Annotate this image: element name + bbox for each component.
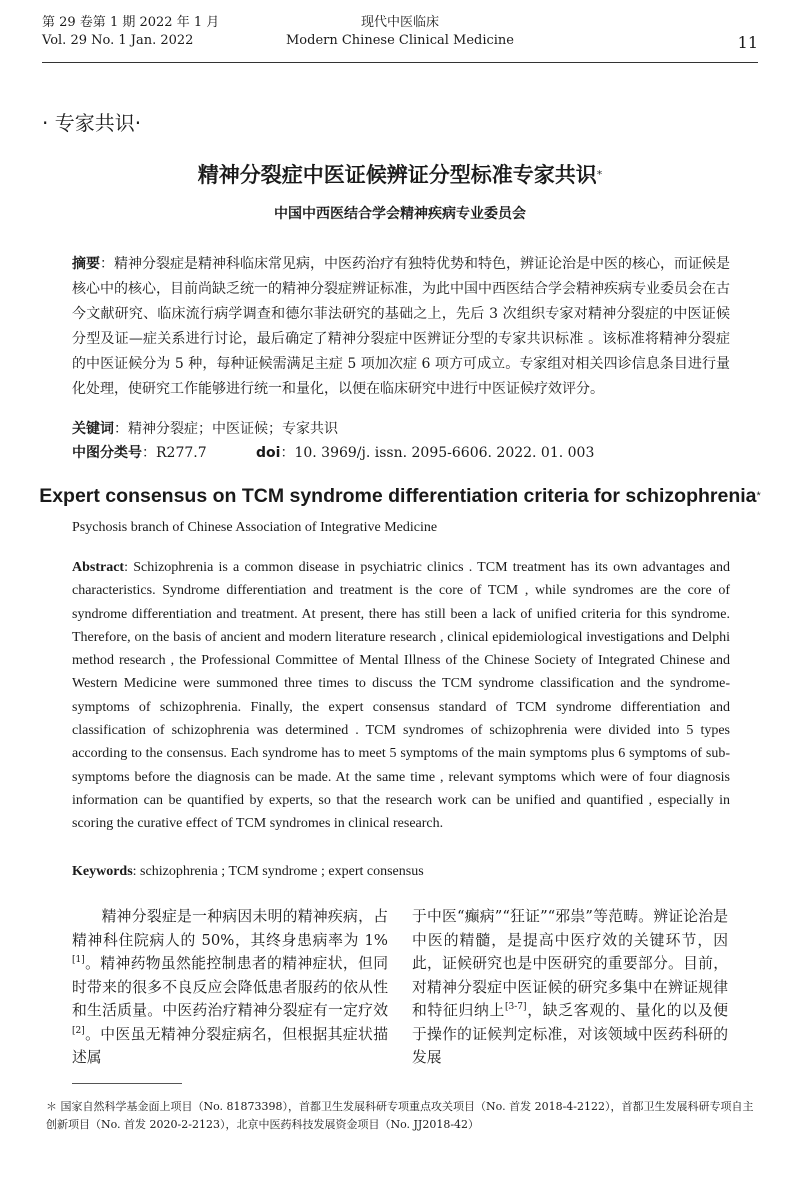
page-number: 11 [737, 33, 758, 52]
body-paragraph [72, 905, 388, 1070]
keywords-en [72, 862, 730, 882]
title-cn-text: 精神分裂症中医证候辨证分型标准专家共识 [197, 163, 597, 187]
body-column-left [72, 905, 388, 1070]
journal-name-en: Modern Chinese Clinical Medicine [285, 33, 514, 48]
doi-label: doi [256, 445, 281, 461]
abstract-cn-text: ：精神分裂症是精神科临床常见病，中医药治疗有独特优势和特色，辨证论治是中医的核心，而证候是核心中的核心，目前尚缺乏统一的精神分裂症辨证标准，为此中国中西医结合学会精神疾病专业委员会在古今文献研究、临床流行病学调查和德尔菲法研究的基础之上，先后 3 次组织专家对精神分裂症的中医证候分型及证—症关系进行讨论，最后确定了精神分裂症中医辨证分型的专家共识标准 。该标准将精神分裂症的中医证候分为 5 种，每种证候需满足主症 5 项加次症 6 项方可成立。专家组对相关四诊信息条目进行量化处理，使研究工作能够进行统一和量化，以便在临床研究中进行中医证候疗效评分。 [72, 256, 730, 397]
body-text: ，缺乏客观的、量化的以及便于操作的证候判定标准，对该领域中医药科研的发展 [412, 1002, 728, 1066]
author-org-cn: 中国中西医结合学会精神疾病专业委员会 [274, 206, 526, 222]
abstract-en-text: : Schizophrenia is a common disease in psychiatric clinics . TCM treatment has its own advantages and characteristics. Syndrome differentiation and treatment is the core of TCM , while syndromes are the core of syndrome differentiation and treatment. At present, there has still been a lack of unified criteria for this syndrome. Therefore, on the basis of ancient and modern literature research , clinical epidemiological investigations and Delphi method research , the Professional Committee of Mental Illness of the Chinese Society of Integrated Chinese and Western Medicine were summoned three times to discuss the TCM syndrome classification and the syndrome-symptoms of schizophrenia. Finally, the expert consensus standard of TCM syndrome differentiation and classification of schizophrenia was determined . TCM syndromes of schizophrenia were divided into 5 types according to the consensus. Each syndrome has to meet 5 symptoms of the main symptoms plus 6 symptoms of sub-symptoms before the diagnosis can be made. At the same time , relevant symptoms which were of four diagnosis information can be quantified by experts, so that the research work can be unified and quantified , especially in scoring the curative effect of TCM syndromes in clinical research. [72, 560, 730, 832]
title-en-text: Expert consensus on TCM syndrome differentiation criteria for schizophrenia [39, 485, 757, 507]
footnote-rule [72, 1083, 182, 1084]
header-rule [42, 62, 758, 63]
funding-footnote: ＊ 国家自然科学基金面上项目（No. 81873398），首都卫生发展科研专项重点攻关项目（No. 首发 2018-4-2122），首都卫生发展科研专项自主创新项目（No. 首发 2020-2-2123），北京中医药科技发展资金项目（No. JJ2018-42） [46, 1100, 754, 1131]
keywords-cn-text: ：精神分裂症；中医证候；专家共识 [114, 421, 338, 437]
volume-en: Vol. 29 No. 1 Jan. 2022 [42, 33, 194, 48]
volume-cn: 第 29 卷第 1 期 2022 年 1 月 [42, 15, 220, 30]
article-title-en [0, 482, 800, 510]
keywords-cn [72, 418, 730, 440]
abstract-cn-label: 摘要 [72, 256, 100, 272]
keywords-en-label: Keywords [72, 864, 133, 879]
abstract-en-label: Abstract [72, 560, 125, 575]
title-cn-footnote-mark[interactable]: * [596, 168, 603, 181]
doi [256, 442, 594, 464]
clc-value: ：R277.7 [142, 445, 207, 461]
author-org-en: Psychosis branch of Chinese Association of Integrative Medicine [72, 520, 438, 535]
clc-label: 中图分类号 [72, 445, 142, 461]
citation-ref[interactable]: [2] [72, 1025, 85, 1036]
classification-line [72, 442, 730, 464]
journal-name-cn: 现代中医临床 [360, 15, 439, 30]
abstract-en [72, 556, 730, 836]
keywords-cn-label: 关键词 [72, 421, 114, 437]
body-text: 。中医虽无精神分裂症病名，但根据其症状描述属 [72, 1025, 388, 1066]
body-text: 于中医“癫病”“狂证”“邪祟”等范畴。辨证论治是中医的精髓，是提高中医疗效的关键环节，因此，证候研究也是中医研究的重要部分。目前，对精神分裂症中医证候的研究多集中在辨证规律和特征归纳上 [412, 908, 728, 1019]
section-label: · 专家共识· [42, 111, 142, 135]
journal-name [42, 14, 758, 50]
body-paragraph [412, 905, 728, 1070]
keywords-en-text: : schizophrenia ; TCM syndrome ; expert consensus [132, 864, 424, 879]
body-text: 。精神药物虽然能控制患者的精神症状，但同时带来的很多不良反应会降低患者服药的依从性和生活质量。中医药治疗精神分裂症有一定疗效 [72, 955, 388, 1019]
running-header [42, 14, 758, 66]
body-column-right [412, 905, 728, 1070]
body-text: 精神分裂症是一种病因未明的精神疾病，占精神科住院病人的 50%，其终身患病率为 1% [72, 908, 388, 949]
citation-ref[interactable]: [1] [72, 955, 85, 966]
abstract-cn [72, 252, 730, 402]
citation-ref[interactable]: [3-7] [505, 1002, 527, 1013]
title-en-footnote-mark[interactable]: * [756, 490, 761, 502]
article-title-cn [0, 160, 800, 190]
doi-value[interactable]: ：10. 3969/j. issn. 2095-6606. 2022. 01. 003 [280, 445, 595, 461]
